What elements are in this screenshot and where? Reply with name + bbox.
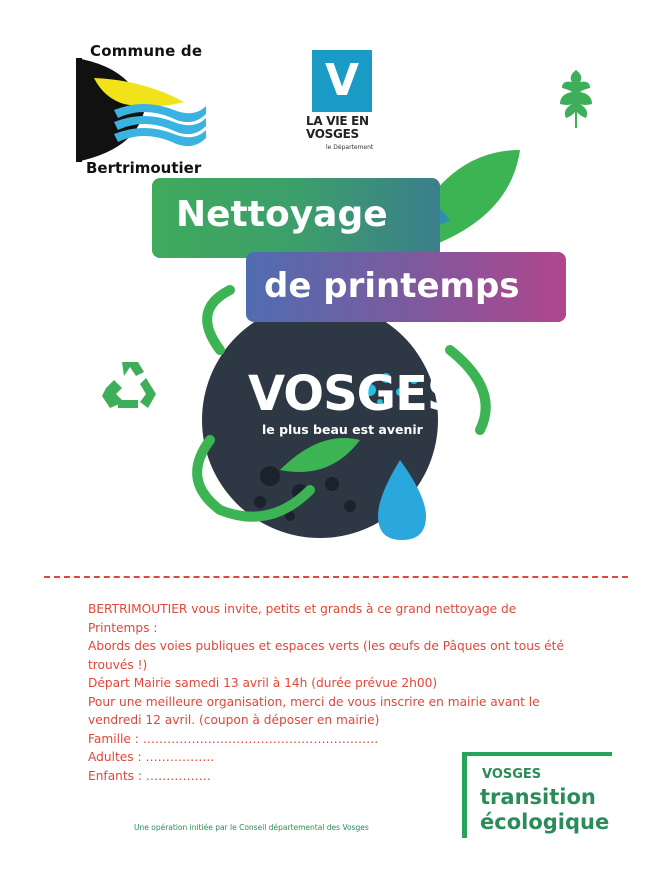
transition-logo-word1: transition [480, 785, 596, 809]
transition-logo-border-top [462, 752, 612, 756]
vie-en-vosges-logo: V [312, 50, 372, 112]
vie-en-vosges-subtitle: le Département [326, 144, 374, 151]
vie-en-vosges-line1: LA VIE EN [306, 114, 369, 128]
commune-name: Bertrimoutier [86, 159, 202, 177]
invitation-line: Printemps : [88, 620, 158, 635]
transition-logo-word2: écologique [480, 810, 610, 834]
commune-title: Commune de [90, 42, 203, 60]
poster-brand: VOSGES [248, 366, 461, 422]
vie-en-vosges-line2: VOSGES [306, 127, 359, 141]
adultes-field: Adultes : …………….. [88, 750, 215, 764]
enfants-field: Enfants : ……………. [88, 768, 211, 783]
leaf-icon [556, 68, 596, 130]
poster-title-line2: de printemps [264, 266, 520, 306]
famille-field: Famille : …………………………………………………. [88, 731, 379, 746]
transition-logo-vosges: VOSGES [482, 767, 542, 782]
cut-line [44, 576, 628, 578]
poster-tagline: le plus beau est avenir [262, 422, 423, 437]
invitation-text [88, 600, 568, 785]
invitation-line: BERTRIMOUTIER vous invite, petits et grands à ce grand nettoyage de [88, 602, 517, 616]
invitation-line: trouvés !) [88, 657, 148, 672]
recycle-icon [100, 358, 160, 412]
transition-logo-border-left [462, 752, 467, 838]
footer-credit: Une opération initiée par le Conseil départemental des Vosges [134, 823, 369, 832]
invitation-line: vendredi 12 avril. (coupon à déposer en mairie) [88, 713, 380, 727]
invitation-line: Pour une meilleure organisation, merci de vous inscrire en mairie avant le [88, 694, 540, 709]
poster-title-line1: Nettoyage [176, 194, 388, 235]
invitation-line: Départ Mairie samedi 13 avril à 14h (durée prévue 2h00) [88, 676, 438, 690]
invitation-line: Abords des voies publiques et espaces verts (les œufs de Pâques ont tous été [88, 639, 564, 653]
